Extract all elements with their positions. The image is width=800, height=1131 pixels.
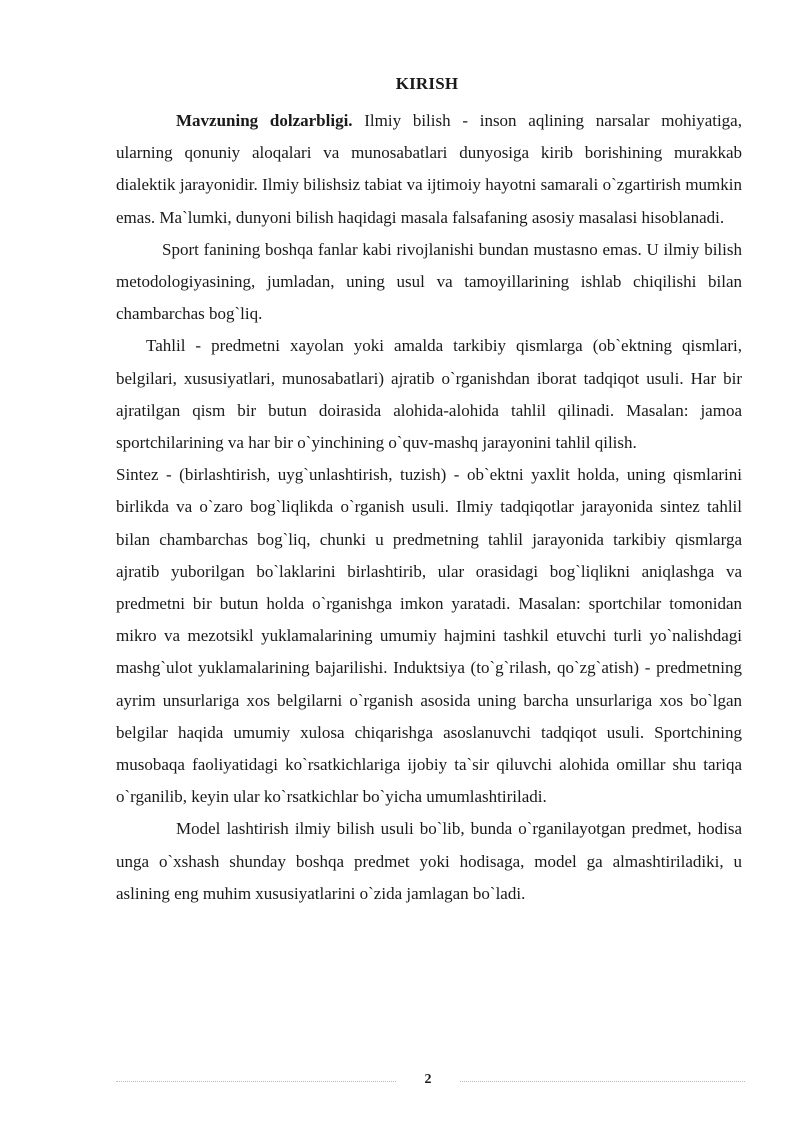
- paragraph-sport-science: Sport fanining boshqa fanlar kabi rivojlanishi bundan mustasno emas. U ilmiy bilish metodologiyasining, jumladan, uning usul va tamoyillarining ishlab chiqilishi bilan chambarchas bog`liq.: [116, 239, 742, 324]
- paragraph-synthesis: Sintez - (birlashtirish, uyg`unlashtirish, tuzish) - ob`ektni yaxlit holda, uning qismlarini birlikda va o`zaro bog`liqlikda o`rganish usuli. Ilmiy tadqiqotlar jarayonida sintez tahlil bilan chambarchas bog`liq, chunki u predmetning tahlil jarayonida tarkibiy qismlarga ajratib yuborilgan bo`laklarini birlashtirib, ular orasidagi bog`liqlikni aniqlashga va predmetni bir butun holda o`rganishga imkon yaratadi. Masalan: sportchilar tomonidan mikro va mezotsikl yuklamalarining umumiy hajmini tashkil etuvchi turli yo`nalishdagi mashg`ulot yuklamalarining bajarilishi. Induktsiya (to`g`rilash, qo`zg`atish) - predmetning ayrim unsurlariga xos belgilarni o`rganish asosida uning barcha unsurlariga xos bo`lgan belgilar haqida umumiy xulosa chiqarishga asoslanuvchi tadqiqot usuli. Sportchining musobaqa faoliyatidagi ko`rsatkichlariga ijobiy ta`sir qiluvchi alohida omillar shu tariqa o`rganilib, keyin ular ko`rsatkichlar bo`yicha umumlashtiriladi.: [116, 465, 742, 807]
- page-number: 2: [424, 1072, 432, 1087]
- document-body: [116, 105, 742, 910]
- footer-divider-left: [116, 1081, 396, 1082]
- paragraph-analysis: Tahlil - predmetni xayolan yoki amalda tarkibiy qismlarga (ob`ektning qismlari, belgilari, xususiyatlari, munosabatlari) ajratib o`rganishdan iborat tadqiqot usuli. Har bir ajratilgan qism bir butun doirasida alohida-alohida tahlil qilinadi. Masalan: jamoa sportchilarining va har bir o`yinchining o`quv-mashq jarayonini tahlil qilish.: [116, 336, 742, 453]
- page-title: KIRISH: [395, 74, 459, 93]
- paragraph-text: Ilmiy bilish - inson aqlining narsalar mohiyatiga, ularning qonuniy aloqalari va munosabatlari dunyosiga kirib borishining murakkab dialektik jarayonidir. Ilmiy bilishsiz tabiat va ijtimoiy hayotni samarali o`zgartirish mumkin emas. Ma`lumki, dunyoni bilish haqidagi masala falsafaning asosiy masalasi hisoblanadi.: [116, 111, 742, 227]
- paragraph-lead: Mavzuning dolzarbligi.: [176, 111, 353, 130]
- footer-divider-right: [460, 1081, 745, 1082]
- paragraph-relevance: [116, 105, 742, 234]
- paragraph-modeling: Model lashtirish ilmiy bilish usuli bo`lib, bunda o`rganilayotgan predmet, hodisa unga o`xshash shunday boshqa predmet yoki hodisaga, model ga almashtiriladiki, u aslining eng muhim xususiyatlarini o`zida jamlagan bo`ladi.: [116, 819, 742, 903]
- page-footer: [116, 1070, 745, 1094]
